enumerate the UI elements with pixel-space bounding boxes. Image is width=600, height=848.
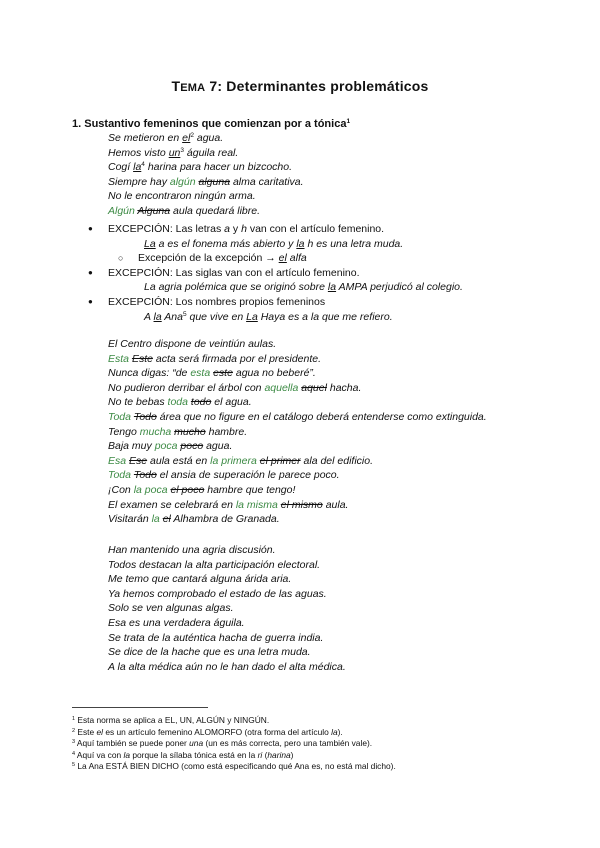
- example-line: Hemos visto $un^3$ águila real.: [108, 146, 239, 159]
- example-line: No le encontraron ningún arma.: [108, 190, 256, 203]
- exercise-line: No pudieron derribar el árbol con aquella aquel hacha.: [108, 381, 362, 394]
- exercise-line: ¡Con la poca el poco hambre que tengo!: [108, 483, 296, 496]
- footnote: $^3$ Aquí también se puede poner una (un es más correcta, pero una también vale).: [72, 738, 373, 749]
- exercise-line: Han mantenido una agria discusión.: [108, 544, 276, 556]
- example-line: Cogí $la^4$ harina para hacer un bizcocho.: [108, 161, 293, 174]
- exercise-line: Esta Este acta será firmada por el presidente.: [108, 352, 322, 365]
- exercise-line: Tengo mucha mucho hambre.: [108, 425, 248, 438]
- exception-example: A la Ana$^5$ que vive en La Haya es a la que me refiero.: [144, 310, 393, 323]
- section-heading: [72, 118, 350, 130]
- exercise-line: A la alta médica aún no le han dado el alta médica.: [108, 660, 346, 673]
- exercise-line: Toda Todo área que no figure en el catálogo deberá entenderse como extinguida.: [108, 410, 487, 423]
- exception-item: ● EXCEPCIÓN: Las letras a y h van con el artículo femenino.: [88, 222, 463, 237]
- examples-block: [108, 131, 304, 219]
- exercise-line: Toda Todo el ansia de superación le parece poco.: [108, 469, 340, 482]
- exception-example: La agria polémica que se originó sobre la AMPA perjudicó al colegio.: [144, 281, 463, 294]
- exception-item: ● EXCEPCIÓN: Las siglas van con el artículo femenino.: [88, 266, 463, 281]
- exercise-line: El Centro dispone de veintiún aulas.: [108, 338, 277, 350]
- title-rest: 7: Determinantes problemáticos: [205, 78, 429, 94]
- exercise-line: Me temo que cantará alguna árida aria.: [108, 573, 292, 586]
- exercise-line: El examen se celebrará en la misma el mismo aula.: [108, 498, 349, 511]
- example-line: Siempre hay algún alguna alma caritativa.: [108, 175, 304, 188]
- exercise-line: Ya hemos comprobado el estado de las aguas.: [108, 587, 327, 600]
- footnote: $^2$ Este el es un artículo femenino ALOMORFO (otra forma del artículo la).: [72, 726, 343, 737]
- exercise-line: Nunca digas: “de esta este agua no beberé”.: [108, 367, 316, 380]
- footnote-ref: 1: [346, 118, 351, 125]
- exercise-block-corrected: [108, 337, 487, 527]
- footnote: $^4$ Aquí va con la porque la sílaba tónica está en la ri (harina): [72, 749, 294, 760]
- exercise-line: Solo se ven algunas algas.: [108, 602, 234, 615]
- exercise-line: Esa Ese aula está en la primera el primer ala del edificio.: [108, 454, 373, 467]
- footnote: $^1$ Esta norma se aplica a EL, UN, ALGÚN y NINGÚN.: [72, 715, 270, 725]
- exercise-line: Baja muy poca poco agua.: [108, 440, 233, 453]
- title-prefix-big: T: [171, 78, 181, 94]
- exception-example: La a es el fonema más abierto y la h es una letra muda.: [144, 237, 404, 250]
- example-line: Algún Alguna aula quedará libre.: [108, 204, 260, 217]
- section-heading-text: 1. Sustantivo femeninos que comienzan por a tónica: [72, 118, 347, 130]
- exercise-block-plain: [108, 543, 346, 674]
- footnote: $^5$ La Ana ESTÁ BIEN DICHO (como está especificando qué Ana es, no está mal dicho).: [72, 761, 396, 772]
- example-line: Se metieron en $el^2$ agua.: [108, 132, 224, 144]
- exercise-line: Se dice de la hache que es una letra muda.: [108, 646, 311, 659]
- title-prefix-small: EMA: [180, 82, 206, 94]
- page-title: [0, 78, 600, 94]
- exception-item: ● EXCEPCIÓN: Los nombres propios femeninos: [88, 295, 463, 310]
- footnote-divider: [72, 707, 208, 708]
- footnotes: [72, 715, 396, 773]
- exceptions-list: [88, 222, 463, 324]
- exercise-line: Esa es una verdadera águila.: [108, 616, 245, 629]
- exercise-line: No te bebas toda todo el agua.: [108, 396, 252, 409]
- sub-exception-item: ○ Excepción de la excepción → el alfa: [118, 251, 463, 266]
- exercise-line: Se trata de la auténtica hacha de guerra india.: [108, 631, 324, 644]
- exercise-line: Todos destacan la alta participación electoral.: [108, 558, 321, 571]
- exercise-line: Visitarán la el Alhambra de Granada.: [108, 513, 280, 526]
